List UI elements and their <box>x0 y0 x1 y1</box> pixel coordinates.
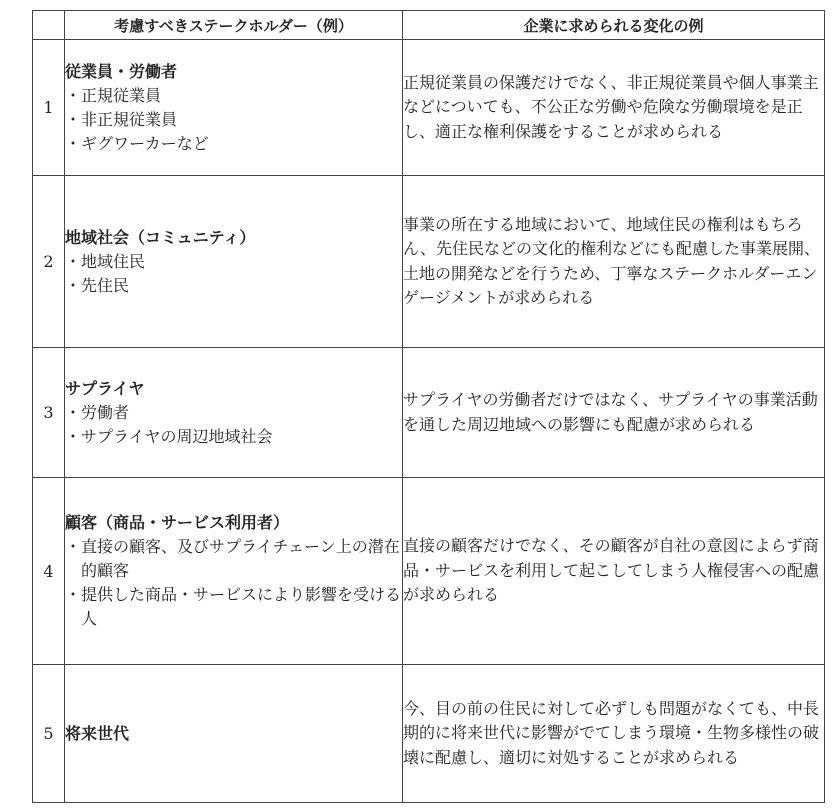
change-cell: 直接の顧客だけでなく、その顧客が自社の意図によらず商品・サービスを利用して起こしてしまう人権侵害への配慮が求められる <box>403 478 825 665</box>
row-number: 4 <box>33 478 65 665</box>
stakeholder-bullet: ・ 労働者 <box>65 401 402 425</box>
stakeholder-cell <box>65 348 403 478</box>
stakeholder-heading: 顧客（商品・サービス利用者） <box>65 513 290 532</box>
stakeholder-bullet: ・ 直接の顧客、及びサプライチェーン上の潜在的顧客 <box>65 535 402 583</box>
stakeholder-cell <box>65 40 403 176</box>
change-cell: 事業の所在する地域において、地域住民の権利はもちろん、先住民などの文化的権利などにも配慮した事業展開、土地の開発などを行うため、丁寧なステークホルダーエンゲージメントが求められる <box>403 176 825 348</box>
row-number: 5 <box>33 665 65 803</box>
stakeholder-heading: 将来世代 <box>65 723 130 743</box>
stakeholder-bullet: ・ 非正規従業員 <box>65 108 402 132</box>
table-row <box>33 40 825 176</box>
header-num <box>33 11 65 40</box>
stakeholder-heading: 従業員・労働者 <box>65 61 178 81</box>
table-row <box>33 478 825 665</box>
table-row <box>33 176 825 348</box>
stakeholder-bullet: ・ 先住民 <box>65 274 402 298</box>
change-cell: 正規従業員の保護だけでなく、非正規従業員や個人事業主などについても、不公正な労働や危険な労働環境を是正し、適正な権利保護をすることが求められる <box>403 40 825 176</box>
stakeholder-bullet: ・ 地域住民 <box>65 250 402 274</box>
stakeholder-cell <box>65 665 403 803</box>
stakeholder-heading: 地域社会（コミュニティ） <box>65 227 256 247</box>
row-number: 3 <box>33 348 65 478</box>
table-row <box>33 665 825 803</box>
stakeholder-bullet: ・ 提供した商品・サービスにより影響を受ける人 <box>65 583 402 631</box>
row-number: 1 <box>33 40 65 176</box>
stakeholder-table <box>32 10 825 803</box>
stakeholder-cell <box>65 176 403 348</box>
stakeholder-cell <box>65 478 403 665</box>
stakeholder-heading: サプライヤ <box>65 378 145 398</box>
change-cell: サプライヤの労働者だけではなく、サプライヤの事業活動を通した周辺地域への影響にも配慮が求められる <box>403 348 825 478</box>
change-cell: 今、目の前の住民に対して必ずしも問題がなくても、中長期的に将来世代に影響がでてしまう環境・生物多様性の破壊に配慮し、適切に対処することが求められる <box>403 665 825 803</box>
header-stakeholder: 考慮すべきステークホルダー（例） <box>65 11 403 40</box>
stakeholder-bullet: ・ サプライヤの周辺地域社会 <box>65 425 402 449</box>
header-change: 企業に求められる変化の例 <box>403 11 825 40</box>
row-number: 2 <box>33 176 65 348</box>
stakeholder-bullet: ・ 正規従業員 <box>65 84 402 108</box>
table-header-row <box>33 11 825 40</box>
stakeholder-bullet: ・ ギグワーカーなど <box>65 132 402 156</box>
table-row <box>33 348 825 478</box>
